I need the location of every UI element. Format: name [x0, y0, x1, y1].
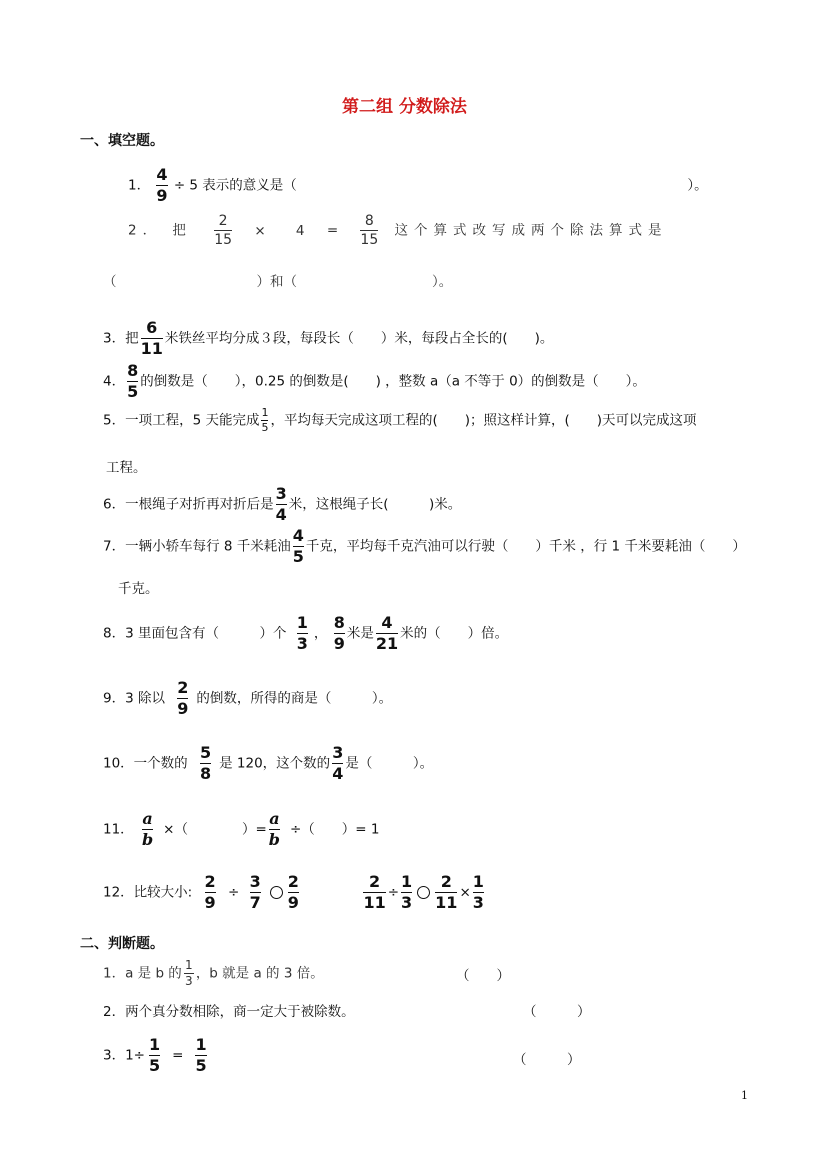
judgement-2: 2．两个真分数相除，商一定大于被除数。: [103, 1004, 355, 1020]
fraction: $\frac{2}{9}$: [287, 872, 299, 912]
fraction: $\frac{1}{3}$: [472, 872, 484, 912]
fraction: $\frac{2}{15}$: [214, 213, 233, 248]
compare-circle[interactable]: [270, 886, 283, 899]
question-7: 7．一辆小轿车每行 8 千米耗油 $\frac{4}{5}$ 千克，平均每千克汽油可以行驶（ ）千米 ，行 1 千米要耗油（ ）: [103, 526, 746, 566]
fraction: $\frac{1}{3}$: [401, 872, 413, 912]
question-8: 8．3 里面包含有（ ）个 $\frac{1}{3}$ ， $\frac{8}{9}$ 米是 $\frac{4}{21}$ 米的（ ）倍。: [103, 613, 509, 653]
question-text: ）。: [687, 177, 708, 194]
fraction: $\frac{8}{5}$: [127, 361, 139, 401]
page-number: 1: [741, 1089, 748, 1102]
fraction: $\frac{a}{b}$: [141, 809, 154, 849]
question-5-line2: 工程。: [106, 460, 147, 476]
fraction: $\frac{2}{11}$: [363, 872, 386, 912]
fraction: $\frac{3}{4}$: [275, 484, 287, 524]
section-heading-fill-blank: 一、填空题。: [80, 133, 164, 149]
judgement-3: 3．1÷ $\frac{1}{5}$ = $\frac{1}{5}$: [103, 1035, 207, 1075]
question-9: 9．3 除以 $\frac{2}{9}$ 的倒数，所得的商是（ ）。: [103, 678, 393, 718]
judgement-2-answer[interactable]: （ ）: [523, 1004, 591, 1020]
fraction: $\frac{4}{9}$: [156, 165, 168, 205]
page-title: 第二组 分数除法: [342, 97, 467, 117]
fraction: $\frac{1}{3}$: [184, 958, 193, 988]
fraction: $\frac{1}{3}$: [296, 613, 308, 653]
question-6: 6．一根绳子对折再对折后是 $\frac{3}{4}$ 米，这根绳子长( )米。: [103, 484, 462, 524]
fraction: $\frac{5}{8}$: [199, 743, 212, 783]
fraction: $\frac{8}{9}$: [333, 613, 345, 653]
fraction: $\frac{1}{5}$: [195, 1035, 207, 1075]
question-number: 2．: [128, 222, 163, 239]
fraction: $\frac{4}{5}$: [292, 526, 304, 566]
judgement-1: 1．a 是 b 的 $\frac{1}{3}$ ，b 就是 a 的 3 倍。: [103, 958, 324, 988]
question-4: 4． $\frac{8}{5}$ 的倒数是（ ），0.25 的倒数是( ) ，整数 a（a 不等于 0）的倒数是（ ）。: [103, 361, 646, 401]
fraction: $\frac{4}{21}$: [375, 613, 399, 653]
question-text: ÷ 5 表示的意义是（: [173, 177, 297, 194]
question-1: [128, 166, 708, 205]
fraction: $\frac{1}{5}$: [149, 1035, 161, 1075]
fraction: $\frac{2}{9}$: [204, 872, 216, 912]
question-5: 5．一项工程，5 天能完成 $\frac{1}{5}$ ，平均每天完成这项工程的( )；照这样计算，( )天可以完成这项: [103, 406, 697, 434]
question-2-line2: （ ）和（ ）。: [103, 274, 453, 290]
compare-circle[interactable]: [417, 886, 430, 899]
fraction: $\frac{1}{5}$: [261, 406, 269, 434]
fraction: $\frac{8}{15}$: [360, 213, 379, 248]
question-12: 12．比较大小: $\frac{2}{9}$ ÷ $\frac{3}{7}$ $\frac{2}{9}$ $\frac{2}{11}$ ÷ $\frac{1}{3}$ $\frac{2}{11}$ × $\frac{1}{3}$: [103, 872, 484, 912]
question-7-line2: 千克。: [118, 581, 159, 597]
question-10: 10．一个数的 $\frac{5}{8}$ 是 120，这个数的 $\frac{3}{4}$ 是（ ）。: [103, 743, 434, 783]
section-heading-true-false: 二、判断题。: [80, 936, 164, 952]
question-2: 2． 把 $\frac{2}{15}$ × 4 = $\frac{8}{15}$ 这个算式改写成两个除法算式是: [128, 213, 668, 248]
judgement-3-answer[interactable]: （ ）: [513, 1052, 581, 1068]
question-11: 11． $\frac{a}{b}$ ×（ ）= $\frac{a}{b}$ ÷（ ）= 1: [103, 809, 380, 849]
judgement-1-answer[interactable]: （ ）: [456, 968, 510, 984]
fraction: $\frac{2}{11}$: [435, 872, 458, 912]
fraction: $\frac{3}{4}$: [332, 743, 344, 783]
fraction: $\frac{3}{7}$: [249, 872, 261, 912]
fraction: $\frac{2}{9}$: [177, 678, 189, 718]
fraction: $\frac{6}{11}$: [140, 318, 163, 358]
question-number: 1．: [128, 177, 151, 194]
fraction: $\frac{a}{b}$: [268, 809, 280, 849]
question-3: 3．把 $\frac{6}{11}$ 米铁丝平均分成３段，每段长（ ）米，每段占全长的( )。: [103, 318, 554, 358]
